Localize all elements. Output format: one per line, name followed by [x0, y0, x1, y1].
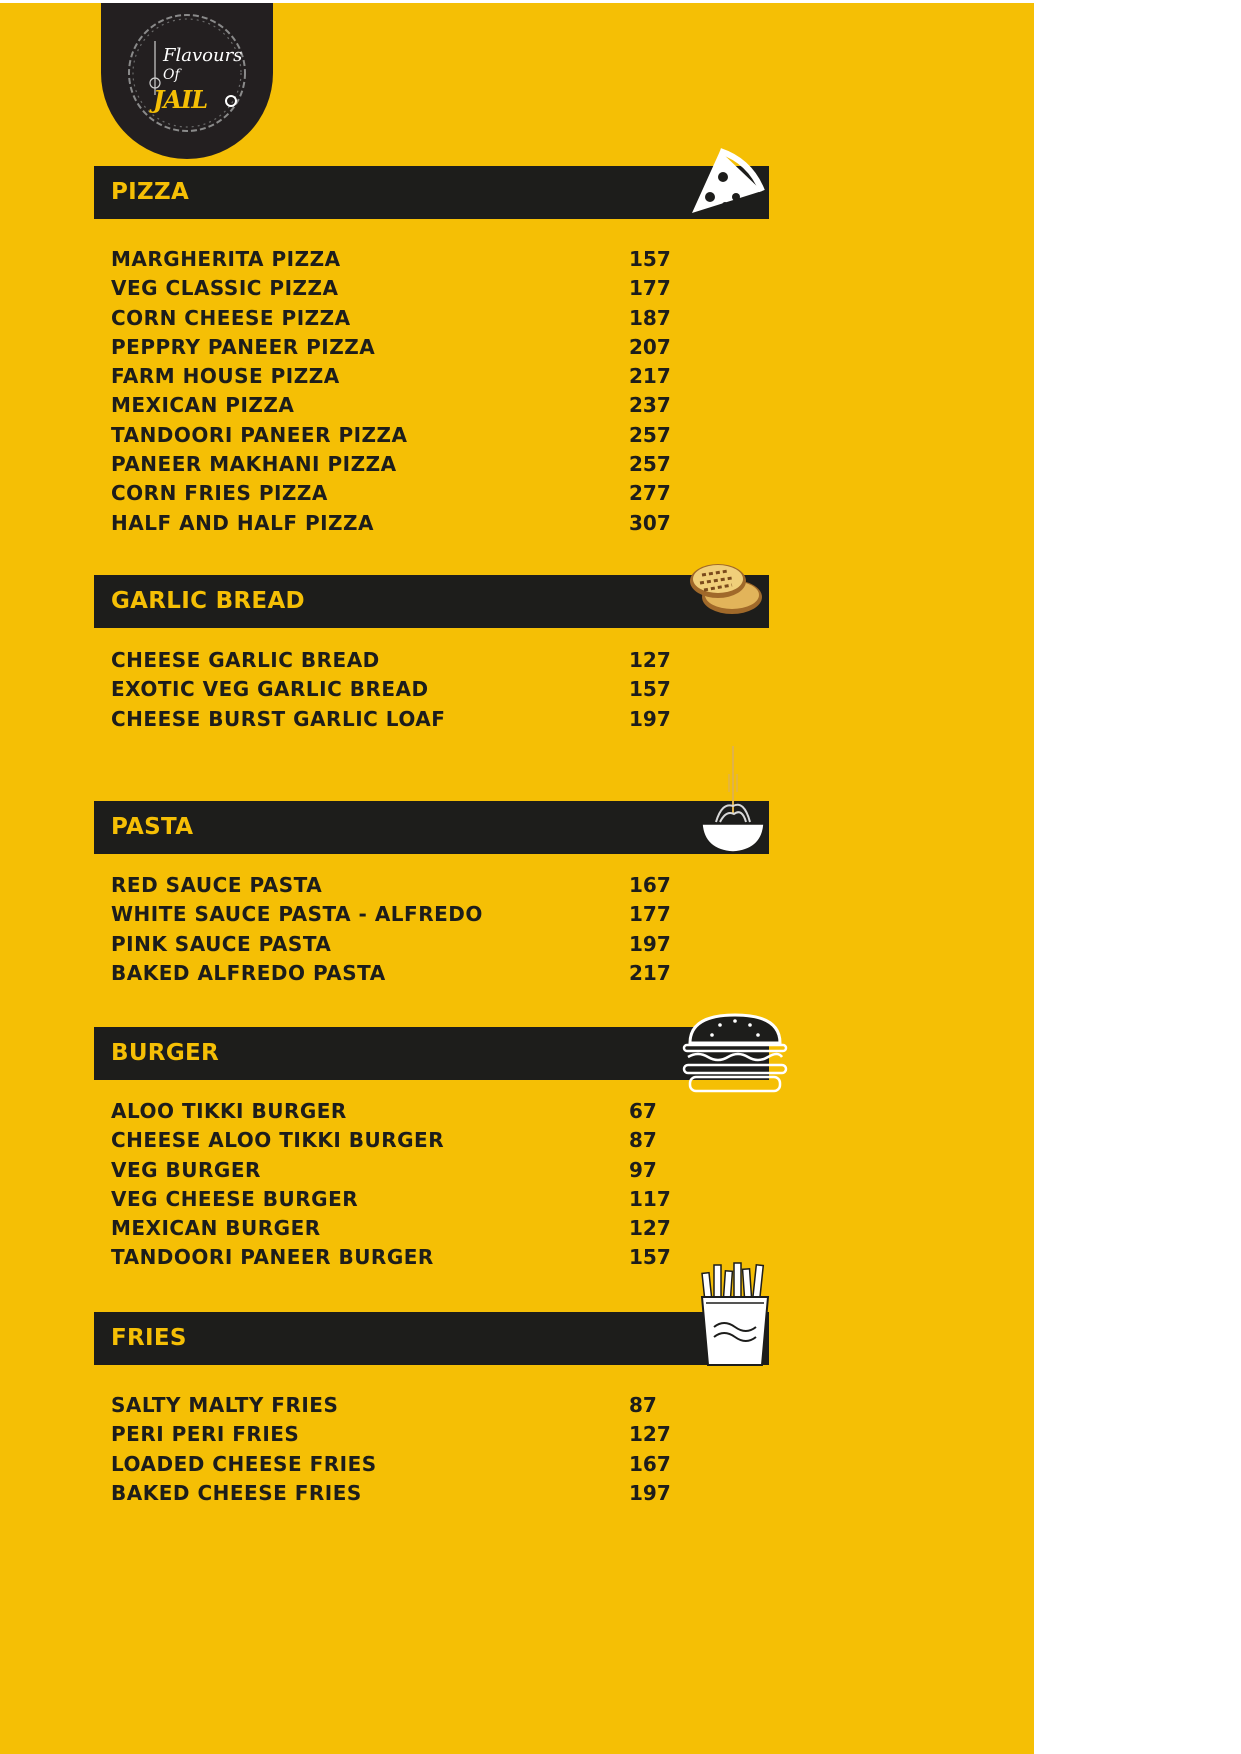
- item-price: 257: [629, 422, 671, 447]
- menu-item: [111, 648, 671, 677]
- menu-item: [111, 306, 671, 335]
- item-name: EXOTIC VEG GARLIC BREAD: [111, 677, 429, 702]
- item-name: PEPPRY PANEER PIZZA: [111, 334, 376, 359]
- menu-item: [111, 481, 671, 510]
- item-price: 237: [629, 393, 671, 418]
- item-name: BAKED CHEESE FRIES: [111, 1480, 362, 1505]
- menu-page: [0, 3, 1034, 1754]
- barbed-wire-wreath-icon: [101, 3, 273, 159]
- item-price: 217: [629, 364, 671, 389]
- item-name: HALF AND HALF PIZZA: [111, 510, 375, 535]
- logo-line-of: Of: [163, 67, 180, 83]
- menu-item: [111, 423, 671, 452]
- item-name: RED SAUCE PASTA: [111, 873, 323, 897]
- item-price: 197: [629, 1480, 671, 1505]
- item-price: 217: [629, 960, 671, 985]
- item-price: 307: [629, 510, 671, 535]
- item-name: SALTY MALTY FRIES: [111, 1393, 339, 1417]
- pizza-slice-icon: [688, 147, 766, 217]
- item-name: CHEESE ALOO TIKKI BURGER: [111, 1128, 445, 1153]
- pizza-item-list: [111, 247, 671, 540]
- menu-item: [111, 932, 671, 961]
- menu-item: [111, 1452, 671, 1481]
- burger-item-list: [111, 1099, 671, 1275]
- menu-item: [111, 1393, 671, 1422]
- logo-line-flavours: Flavours: [163, 45, 243, 66]
- item-name: CHEESE GARLIC BREAD: [111, 648, 380, 672]
- section-header-fries: [94, 1312, 769, 1365]
- item-price: 207: [629, 334, 671, 359]
- section-header-pasta: [94, 801, 769, 854]
- menu-item: [111, 677, 671, 706]
- garlic-bread-item-list: [111, 648, 671, 736]
- item-name: MARGHERITA PIZZA: [111, 247, 341, 271]
- item-name: FARM HOUSE PIZZA: [111, 364, 340, 389]
- menu-item: [111, 1216, 671, 1245]
- item-price: 167: [629, 873, 671, 897]
- item-price: 127: [629, 1216, 671, 1241]
- item-price: 167: [629, 1451, 671, 1476]
- item-name: ALOO TIKKI BURGER: [111, 1099, 347, 1123]
- item-name: PANEER MAKHANI PIZZA: [111, 452, 397, 477]
- section-header-garlic-bread: [94, 575, 769, 628]
- pasta-bowl-icon: [698, 744, 768, 856]
- item-price: 127: [629, 1422, 671, 1447]
- fries-item-list: [111, 1393, 671, 1510]
- menu-item: [111, 1245, 671, 1274]
- menu-item: [111, 1481, 671, 1510]
- item-price: 117: [629, 1186, 671, 1211]
- menu-item: [111, 364, 671, 393]
- burger-icon: [682, 1011, 788, 1095]
- menu-item: [111, 902, 671, 931]
- item-name: LOADED CHEESE FRIES: [111, 1451, 377, 1476]
- item-price: 257: [629, 452, 671, 477]
- item-name: CORN FRIES PIZZA: [111, 481, 328, 506]
- menu-item: [111, 1158, 671, 1187]
- item-name: VEG CHEESE BURGER: [111, 1186, 359, 1211]
- menu-item: [111, 961, 671, 990]
- menu-item: [111, 1099, 671, 1128]
- section-title: PIZZA: [111, 179, 190, 205]
- menu-item: [111, 511, 671, 540]
- menu-item: [111, 1422, 671, 1451]
- section-title: PASTA: [111, 814, 194, 840]
- section-title: BURGER: [111, 1040, 220, 1066]
- section-header-burger: [94, 1027, 769, 1080]
- item-price: 157: [629, 1245, 671, 1270]
- item-price: 197: [629, 706, 671, 731]
- item-price: 87: [629, 1393, 657, 1417]
- item-price: 157: [629, 677, 671, 702]
- item-name: VEG CLASSIC PIZZA: [111, 276, 339, 301]
- item-name: PERI PERI FRIES: [111, 1422, 300, 1447]
- item-price: 277: [629, 481, 671, 506]
- menu-item: [111, 393, 671, 422]
- item-name: TANDOORI PANEER PIZZA: [111, 422, 408, 447]
- item-name: VEG BURGER: [111, 1157, 261, 1182]
- item-price: 187: [629, 305, 671, 330]
- item-price: 127: [629, 648, 671, 672]
- brand-logo: [101, 3, 273, 159]
- menu-item: [111, 247, 671, 276]
- item-price: 197: [629, 931, 671, 956]
- menu-item: [111, 1128, 671, 1157]
- item-name: WHITE SAUCE PASTA - ALFREDO: [111, 902, 483, 927]
- item-price: 157: [629, 247, 671, 271]
- fries-icon: [700, 1259, 770, 1367]
- item-name: CHEESE BURST GARLIC LOAF: [111, 706, 446, 731]
- item-name: TANDOORI PANEER BURGER: [111, 1245, 434, 1270]
- section-header-pizza: [94, 166, 769, 219]
- item-price: 97: [629, 1157, 657, 1182]
- item-price: 177: [629, 902, 671, 927]
- menu-item: [111, 335, 671, 364]
- item-name: MEXICAN BURGER: [111, 1216, 321, 1241]
- menu-item: [111, 452, 671, 481]
- section-title: GARLIC BREAD: [111, 588, 305, 614]
- item-name: CORN CHEESE PIZZA: [111, 305, 351, 330]
- item-price: 177: [629, 276, 671, 301]
- menu-item: [111, 707, 671, 736]
- section-title: FRIES: [111, 1325, 187, 1351]
- item-price: 87: [629, 1128, 657, 1153]
- logo-line-jail: JAIL: [153, 85, 208, 114]
- garlic-bread-icon: [688, 559, 764, 621]
- menu-item: [111, 1187, 671, 1216]
- item-name: BAKED ALFREDO PASTA: [111, 960, 386, 985]
- item-price: 67: [629, 1099, 657, 1123]
- item-name: PINK SAUCE PASTA: [111, 931, 332, 956]
- menu-item: [111, 873, 671, 902]
- pasta-item-list: [111, 873, 671, 990]
- menu-item: [111, 276, 671, 305]
- item-name: MEXICAN PIZZA: [111, 393, 295, 418]
